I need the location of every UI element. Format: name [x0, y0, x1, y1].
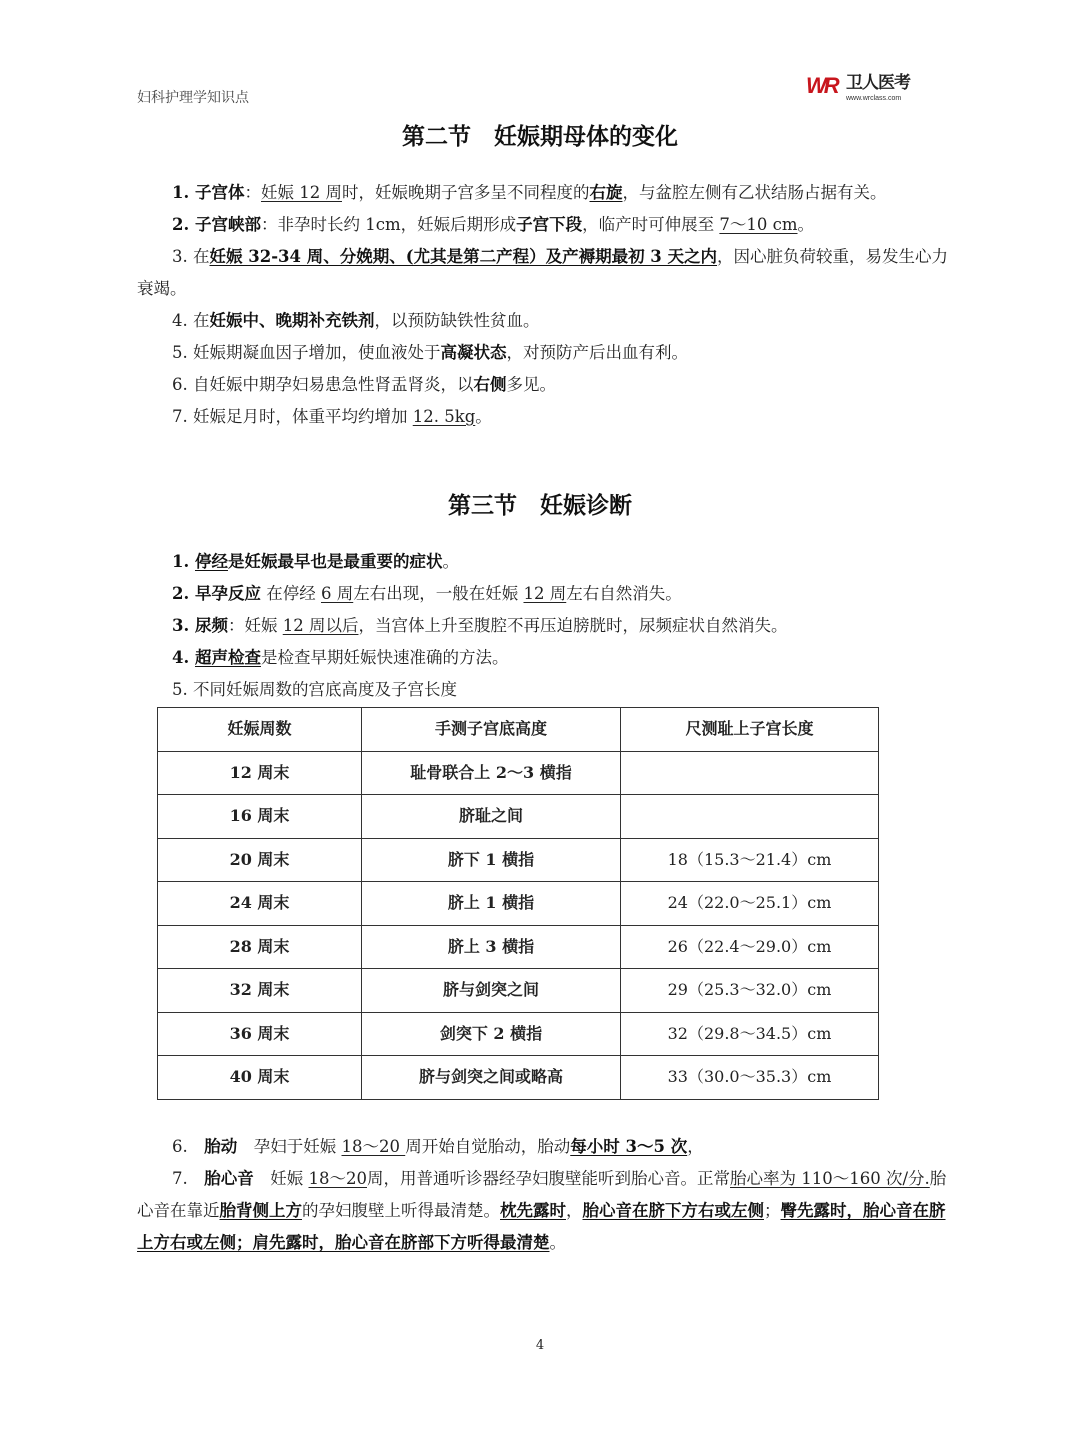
page-number: 4: [535, 1338, 545, 1353]
table-cell: 脐与剑突之间或略高: [362, 1056, 621, 1100]
text-run: 7.: [172, 1169, 205, 1188]
text-run: 6 周: [320, 584, 354, 603]
text-run: 停经: [194, 552, 228, 571]
section-2-body: [137, 177, 957, 433]
table-cell: 18（15.3～21.4）cm: [621, 838, 879, 882]
text-run: 超声检查: [194, 648, 261, 667]
text-run: 时，妊娠晚期子宫多呈不同程度的: [341, 183, 590, 202]
text-run: 4. 在: [172, 311, 210, 330]
logo-mark: WR: [806, 73, 837, 98]
paragraph: [137, 642, 957, 674]
table-cell: 耻骨联合上 2～3 横指: [362, 751, 621, 795]
table-cell: 20 周末: [158, 838, 362, 882]
text-run: ：: [244, 183, 261, 202]
text-run: 右侧: [473, 375, 507, 394]
text-run: 子宫下段: [516, 215, 583, 234]
text-run: 。: [442, 552, 459, 571]
table-cell: [621, 795, 879, 839]
table-row: [158, 925, 879, 969]
column-header: 妊娠周数: [158, 708, 362, 752]
paragraph: [137, 369, 957, 401]
table-cell: 32（29.8～34.5）cm: [621, 1012, 879, 1056]
paragraph: [137, 305, 957, 337]
section-3-body: [137, 546, 957, 706]
paragraph: [137, 177, 957, 209]
table-cell: 28 周末: [158, 925, 362, 969]
text-run: 12. 5kg: [412, 407, 476, 426]
text-run: 是检查早期妊娠快速准确的方法。: [260, 648, 509, 667]
text-run: 胎背侧上方: [219, 1201, 302, 1220]
text-run: 5. 妊娠期凝血因子增加，使血液处于: [172, 343, 441, 362]
text-run: 枕先露时: [500, 1201, 566, 1220]
table-row: [158, 1012, 879, 1056]
paragraph: [137, 578, 957, 610]
text-run: 妊娠中、晚期补充铁剂: [209, 311, 375, 330]
table-cell: 脐下 1 横指: [362, 838, 621, 882]
section-title: 第二节 妊娠期母体的变化: [402, 123, 678, 150]
table-cell: 24（22.0～25.1）cm: [621, 882, 879, 926]
fundal-height-table: [157, 707, 879, 1100]
table-row: [158, 838, 879, 882]
text-run: 5. 不同妊娠周数的宫底高度及子宫长度: [172, 680, 457, 699]
column-header: 尺测耻上子宫长度: [621, 708, 879, 752]
text-run: 孕妇于妊娠: [237, 1137, 342, 1156]
paragraph: [137, 241, 957, 305]
text-run: ，临产时可伸展至: [582, 215, 720, 234]
text-run: ，以预防缺铁性贫血。: [374, 311, 540, 330]
paragraph: [137, 337, 957, 369]
text-run: ，当宫体上升至腹腔不再压迫膀胱时，尿频症状自然消失。: [358, 616, 788, 635]
text-run: 6.: [172, 1137, 205, 1156]
table-cell: 26（22.4～29.0）cm: [621, 925, 879, 969]
table-cell: 剑突下 2 横指: [362, 1012, 621, 1056]
table-cell: 16 周末: [158, 795, 362, 839]
column-header: 手测子宫底高度: [362, 708, 621, 752]
text-run: 12 周: [523, 584, 567, 603]
text-run: 右旋: [589, 183, 623, 202]
table-cell: [621, 751, 879, 795]
table-cell: 脐上 3 横指: [362, 925, 621, 969]
text-run: ，因心脏负荷较重，易发生心力衰竭。: [137, 247, 949, 298]
document-header-title: 妇科护理学知识点: [137, 90, 249, 106]
text-run: 高凝状态: [440, 343, 507, 362]
text-run: 3. 在: [172, 247, 210, 266]
table-cell: 36 周末: [158, 1012, 362, 1056]
paragraph: [137, 1131, 957, 1163]
table-cell: 脐上 1 横指: [362, 882, 621, 926]
text-run: ：非孕时长约 1cm，妊娠后期形成: [260, 215, 517, 234]
paragraph: [137, 674, 957, 706]
text-run: 3. 尿频: [172, 616, 228, 635]
text-run: 的孕妇腹壁上听得最清楚。: [302, 1201, 500, 1220]
text-run: ，: [687, 1137, 704, 1156]
table-row: [158, 751, 879, 795]
table-cell: 脐耻之间: [362, 795, 621, 839]
text-run: 7. 妊娠足月时，体重平均约增加: [172, 407, 413, 426]
text-run: ，与盆腔左侧有乙状结肠占据有关。: [622, 183, 887, 202]
text-run: 在停经: [260, 584, 321, 603]
text-run: 。: [797, 215, 815, 234]
text-run: 胎心音在靠近: [137, 1169, 947, 1220]
text-run: ，: [566, 1201, 583, 1220]
text-run: ，对预防产后出血有利。: [506, 343, 688, 362]
text-run: 。: [475, 407, 492, 426]
table-cell: 24 周末: [158, 882, 362, 926]
text-run: 多见。: [506, 375, 556, 394]
table-cell: 12 周末: [158, 751, 362, 795]
text-run: ；: [764, 1201, 781, 1220]
text-run: 胎心音在脐下方右或左侧: [582, 1201, 764, 1220]
text-run: 左右自然消失。: [566, 584, 682, 603]
table-cell: 40 周末: [158, 1056, 362, 1100]
logo-url: www.wrclass.com: [846, 95, 902, 102]
table-header-row: [158, 708, 879, 752]
logo-name: 卫人医考: [846, 73, 910, 93]
text-run: 胎动: [204, 1137, 238, 1156]
paragraph: [137, 209, 957, 241]
text-run: 是妊娠最早也是最重要的症状: [227, 552, 443, 571]
table-cell: 29（25.3～32.0）cm: [621, 969, 879, 1013]
text-run: 12 周以后: [282, 616, 359, 635]
text-run: 18～20: [341, 1137, 406, 1156]
text-run: 。: [549, 1233, 566, 1252]
text-run: 妊娠 32-34 周、分娩期、(尤其是第二产程）及产褥期最初 3 天之内: [209, 247, 718, 266]
text-run: 6. 自妊娠中期孕妇易患急性肾盂肾炎，以: [172, 375, 474, 394]
text-run: 周，用普通听诊器经孕妇腹壁能听到胎心音。正常: [367, 1169, 730, 1188]
section-3-body-continued: [137, 1131, 957, 1259]
text-run: 周开始自觉胎动，胎动: [405, 1137, 571, 1156]
text-run: 2. 子宫峡部: [172, 215, 261, 234]
brand-logo: [806, 74, 936, 104]
section-title: 第三节 妊娠诊断: [448, 492, 632, 519]
text-run: 胎心音: [204, 1169, 254, 1188]
paragraph: [137, 401, 957, 433]
table-cell: 32 周末: [158, 969, 362, 1013]
text-run: 1. 子宫体: [172, 183, 245, 202]
text-run: 7～10 cm: [719, 215, 798, 234]
text-run: 妊娠: [253, 1169, 309, 1188]
paragraph: [137, 1163, 957, 1259]
text-run: 左右出现，一般在妊娠: [353, 584, 524, 603]
text-run: ：妊娠: [227, 616, 283, 635]
paragraph: [137, 546, 957, 578]
table-row: [158, 1056, 879, 1100]
table-cell: 脐与剑突之间: [362, 969, 621, 1013]
text-run: 1.: [172, 552, 195, 571]
table-cell: 33（30.0～35.3）cm: [621, 1056, 879, 1100]
text-run: 2. 早孕反应: [172, 584, 261, 603]
table-row: [158, 969, 879, 1013]
text-run: 胎心率为 110～160 次/分.: [730, 1169, 930, 1188]
table-row: [158, 882, 879, 926]
text-run: 4.: [172, 648, 195, 667]
table-row: [158, 795, 879, 839]
text-run: 臀先露时，胎心音在脐上方右或左侧；肩先露时，胎心音在脐部下方听得最清楚: [137, 1201, 946, 1252]
text-run: 妊娠 12 周: [260, 183, 342, 202]
text-run: 18～20: [308, 1169, 367, 1188]
text-run: 每小时 3～5 次: [570, 1137, 688, 1156]
paragraph: [137, 610, 957, 642]
